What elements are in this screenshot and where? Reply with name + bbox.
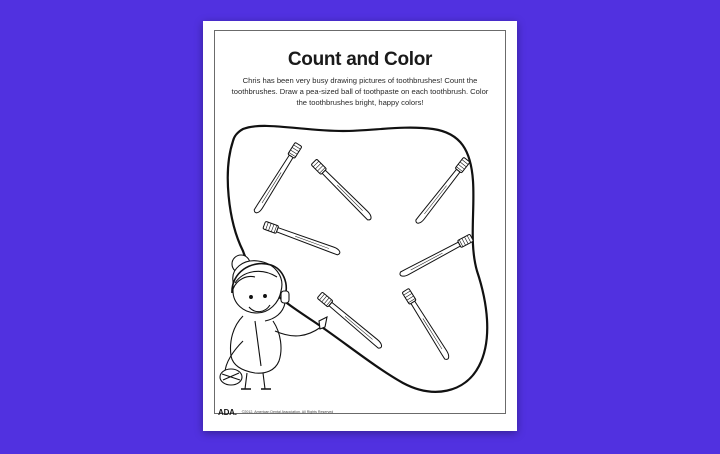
toothbrush-icon [311, 159, 374, 222]
toothbrush-icon [263, 221, 341, 256]
coloring-illustration [203, 21, 517, 431]
toothbrush-icon [399, 234, 474, 279]
worksheet-title: Count and Color [287, 49, 433, 70]
worksheet-page [203, 21, 517, 431]
toothbrush-group [252, 142, 473, 361]
blob-outline [228, 126, 487, 392]
copyright-text: ©2012, American Dental Association. All Rights Reserved [241, 410, 334, 414]
toothbrush-icon [317, 292, 384, 350]
girl-character-icon [220, 255, 327, 389]
ada-logo: ADA. [218, 407, 237, 417]
toothbrush-icon [414, 157, 470, 225]
toothbrush-icon [402, 288, 452, 361]
worksheet-footer [218, 406, 333, 418]
toothbrush-icon [252, 142, 302, 215]
worksheet-instructions: Chris has been very busy drawing pictures of toothbrushes! Count the toothbrushes. Draw a pea-sized ball of toothpaste on each toothbrush. Color the toothbrushes bright, happy colors! [231, 76, 489, 108]
